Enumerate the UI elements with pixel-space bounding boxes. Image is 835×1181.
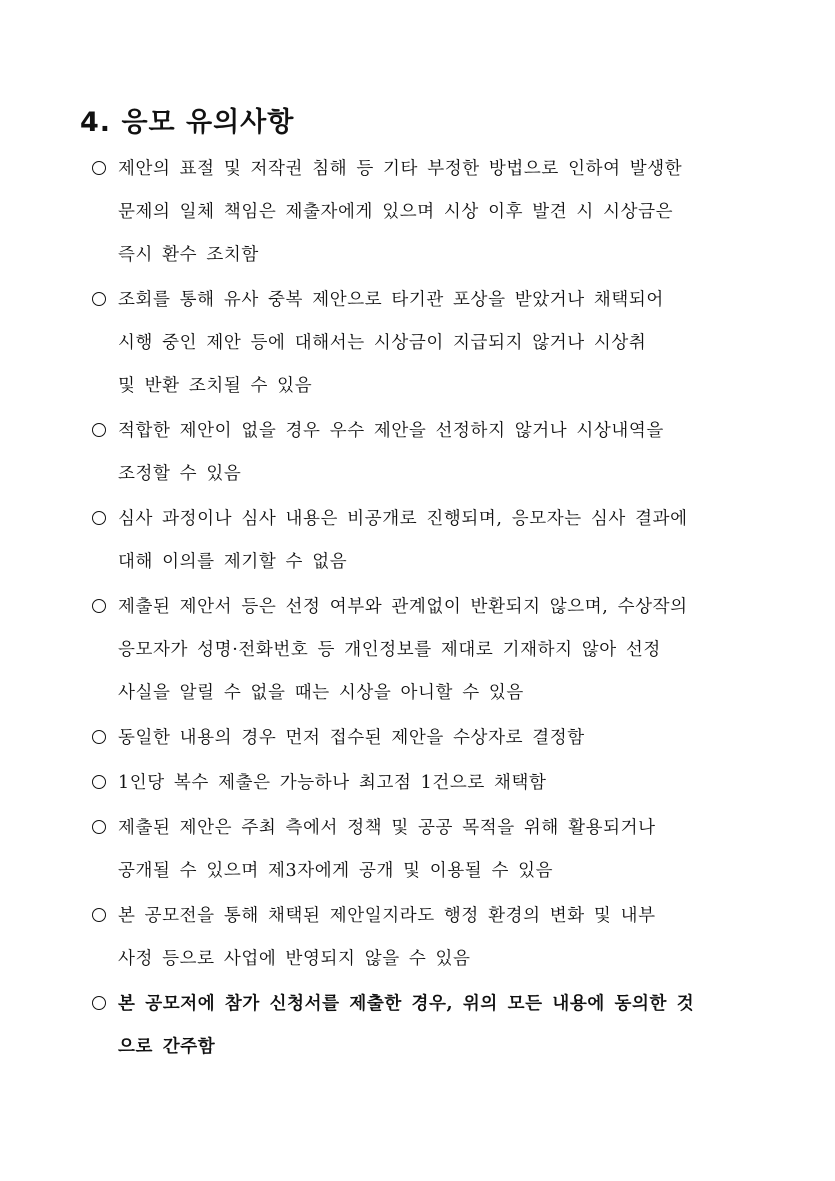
notice-item-text: [118, 148, 772, 277]
notice-text-line: 사실을 알릴 수 없을 때는 시상을 아니할 수 있음: [118, 683, 524, 703]
notice-item-text: [118, 410, 772, 496]
notice-text-line: 시행 중인 제안 등에 대해서는 시상금이 지급되지 않거나 시상취: [118, 333, 647, 353]
circle-bullet-icon: [92, 730, 106, 744]
notice-text-line: 제출된 제안은 주최 측에서 정책 및 공공 목적을 위해 활용되거나: [118, 818, 656, 838]
notice-text-line: 제출된 제안서 등은 선정 여부와 관계없이 반환되지 않으며, 수상작의: [118, 597, 688, 617]
notice-item: [92, 983, 772, 1069]
notice-item-text: [118, 983, 772, 1069]
notice-text-line: 으로 간주함: [118, 1037, 216, 1057]
notice-text-line: 대해 이의를 제기할 수 없음: [118, 552, 348, 572]
notice-item: [92, 895, 772, 981]
circle-bullet-icon: [92, 908, 106, 922]
circle-bullet-icon: [92, 820, 106, 834]
notice-item: [92, 807, 772, 893]
circle-bullet-icon: [92, 161, 106, 175]
notice-text-line: 공개될 수 있으며 제3자에게 공개 및 이용될 수 있음: [118, 861, 554, 881]
notice-item: [92, 410, 772, 496]
notice-text-line: 즉시 환수 조치함: [118, 245, 259, 265]
notice-text-line: 본 공모저에 참가 신청서를 제출한 경우, 위의 모든 내용에 동의한 것: [118, 994, 695, 1014]
notice-item: [92, 586, 772, 715]
notice-item-text: [118, 762, 772, 805]
notice-text-line: 심사 과정이나 심사 내용은 비공개로 진행되며, 응모자는 심사 결과에: [118, 509, 688, 529]
notice-item-text: [118, 717, 772, 760]
notice-item: [92, 762, 772, 805]
notice-item-text: [118, 279, 772, 408]
notice-text-line: 및 반환 조치될 수 있음: [118, 376, 313, 396]
notice-text-line: 본 공모전을 통해 채택된 제안일지라도 행정 환경의 변화 및 내부: [118, 906, 656, 926]
notice-text-line: 조정할 수 있음: [118, 464, 242, 484]
notice-item-text: [118, 807, 772, 893]
notice-list: [92, 148, 772, 1071]
notice-item: [92, 279, 772, 408]
notice-text-line: 동일한 내용의 경우 먼저 접수된 제안을 수상자로 결정함: [118, 728, 585, 748]
notice-item-text: [118, 895, 772, 981]
notice-text-line: 응모자가 성명·전화번호 등 개인정보를 제대로 기재하지 않아 선정: [118, 640, 661, 660]
notice-text-line: 적합한 제안이 없을 경우 우수 제안을 선정하지 않거나 시상내역을: [118, 421, 664, 441]
circle-bullet-icon: [92, 423, 106, 437]
section-heading: 4. 응모 유의사항: [80, 107, 295, 138]
notice-item: [92, 498, 772, 584]
notice-item: [92, 148, 772, 277]
circle-bullet-icon: [92, 599, 106, 613]
circle-bullet-icon: [92, 775, 106, 789]
notice-item-text: [118, 586, 772, 715]
notice-text-line: 1인당 복수 제출은 가능하나 최고점 1건으로 채택함: [118, 773, 547, 793]
notice-text-line: 문제의 일체 책임은 제출자에게 있으며 시상 이후 발견 시 시상금은: [118, 202, 674, 222]
circle-bullet-icon: [92, 996, 106, 1010]
notice-item: [92, 717, 772, 760]
notice-item-text: [118, 498, 772, 584]
notice-text-line: 사정 등으로 사업에 반영되지 않을 수 있음: [118, 949, 471, 969]
notice-text-line: 제안의 표절 및 저작권 침해 등 기타 부정한 방법으로 인하여 발생한: [118, 159, 683, 179]
circle-bullet-icon: [92, 511, 106, 525]
notice-text-line: 조회를 통해 유사 중복 제안으로 타기관 포상을 받았거나 채택되어: [118, 290, 664, 310]
circle-bullet-icon: [92, 292, 106, 306]
